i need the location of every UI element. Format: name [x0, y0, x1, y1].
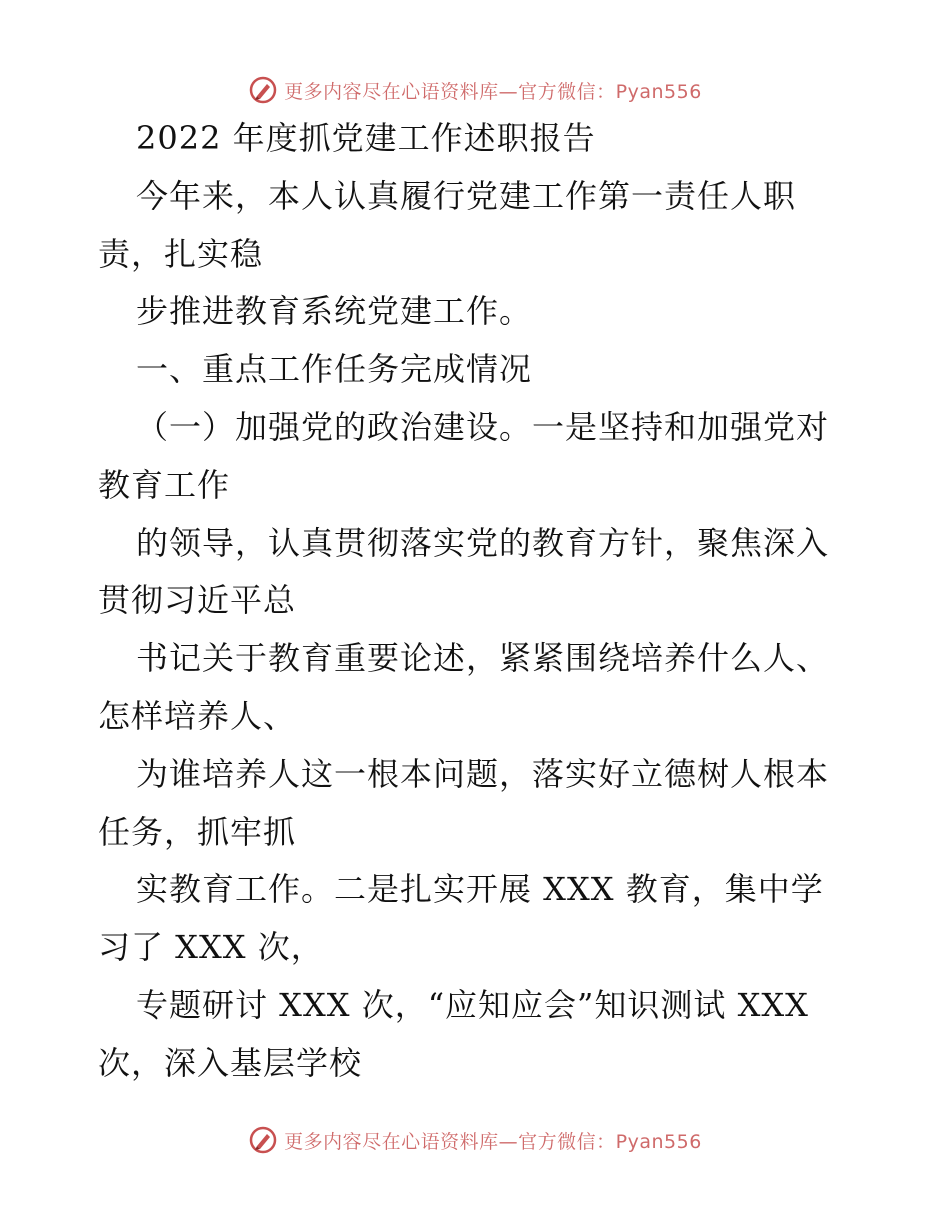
watermark-text: 更多内容尽在心语资料库—官方微信：Pyan556: [284, 1130, 702, 1153]
document-line: 专题研讨 XXX 次，“应知应会”知识测试 XXX: [136, 986, 809, 1024]
header-watermark: [0, 70, 950, 110]
watermark-text: 更多内容尽在心语资料库—官方微信：Pyan556: [284, 80, 702, 103]
document-line: 的领导，认真贯彻落实党的教育方针，聚焦深入: [136, 523, 830, 562]
document-line: 贯彻习近平总: [98, 581, 297, 620]
pen-logo-icon: [248, 75, 278, 105]
document-line: （一）加强党的政治建设。一是坚持和加强党对: [136, 408, 830, 446]
document-line: 步推进教育系统党建工作。: [136, 292, 533, 331]
document-line: 教育工作: [98, 465, 231, 504]
document-line: 今年来，本人认真履行党建工作第一责任人职: [136, 176, 797, 215]
document-line: 一、重点工作任务完成情况: [136, 350, 533, 389]
document-line: 次，深入基层学校: [98, 1043, 363, 1082]
document-line: 习了 XXX 次，: [98, 928, 324, 967]
document-line: 责，扎实稳: [98, 234, 264, 273]
document-line: 任务，抓牢抓: [98, 812, 297, 851]
document-line: 2022 年度抓党建工作述职报告: [136, 119, 596, 157]
document-line: 怎样培养人、: [98, 697, 297, 735]
document-line: 书记关于教育重要论述，紧紧围绕培养什么人、: [136, 639, 830, 678]
pen-logo-icon: [248, 1125, 278, 1155]
document-line: 实教育工作。二是扎实开展 XXX 教育，集中学: [136, 870, 824, 909]
footer-watermark: [0, 1120, 950, 1160]
document-line: 为谁培养人这一根本问题，落实好立德树人根本: [136, 754, 830, 793]
